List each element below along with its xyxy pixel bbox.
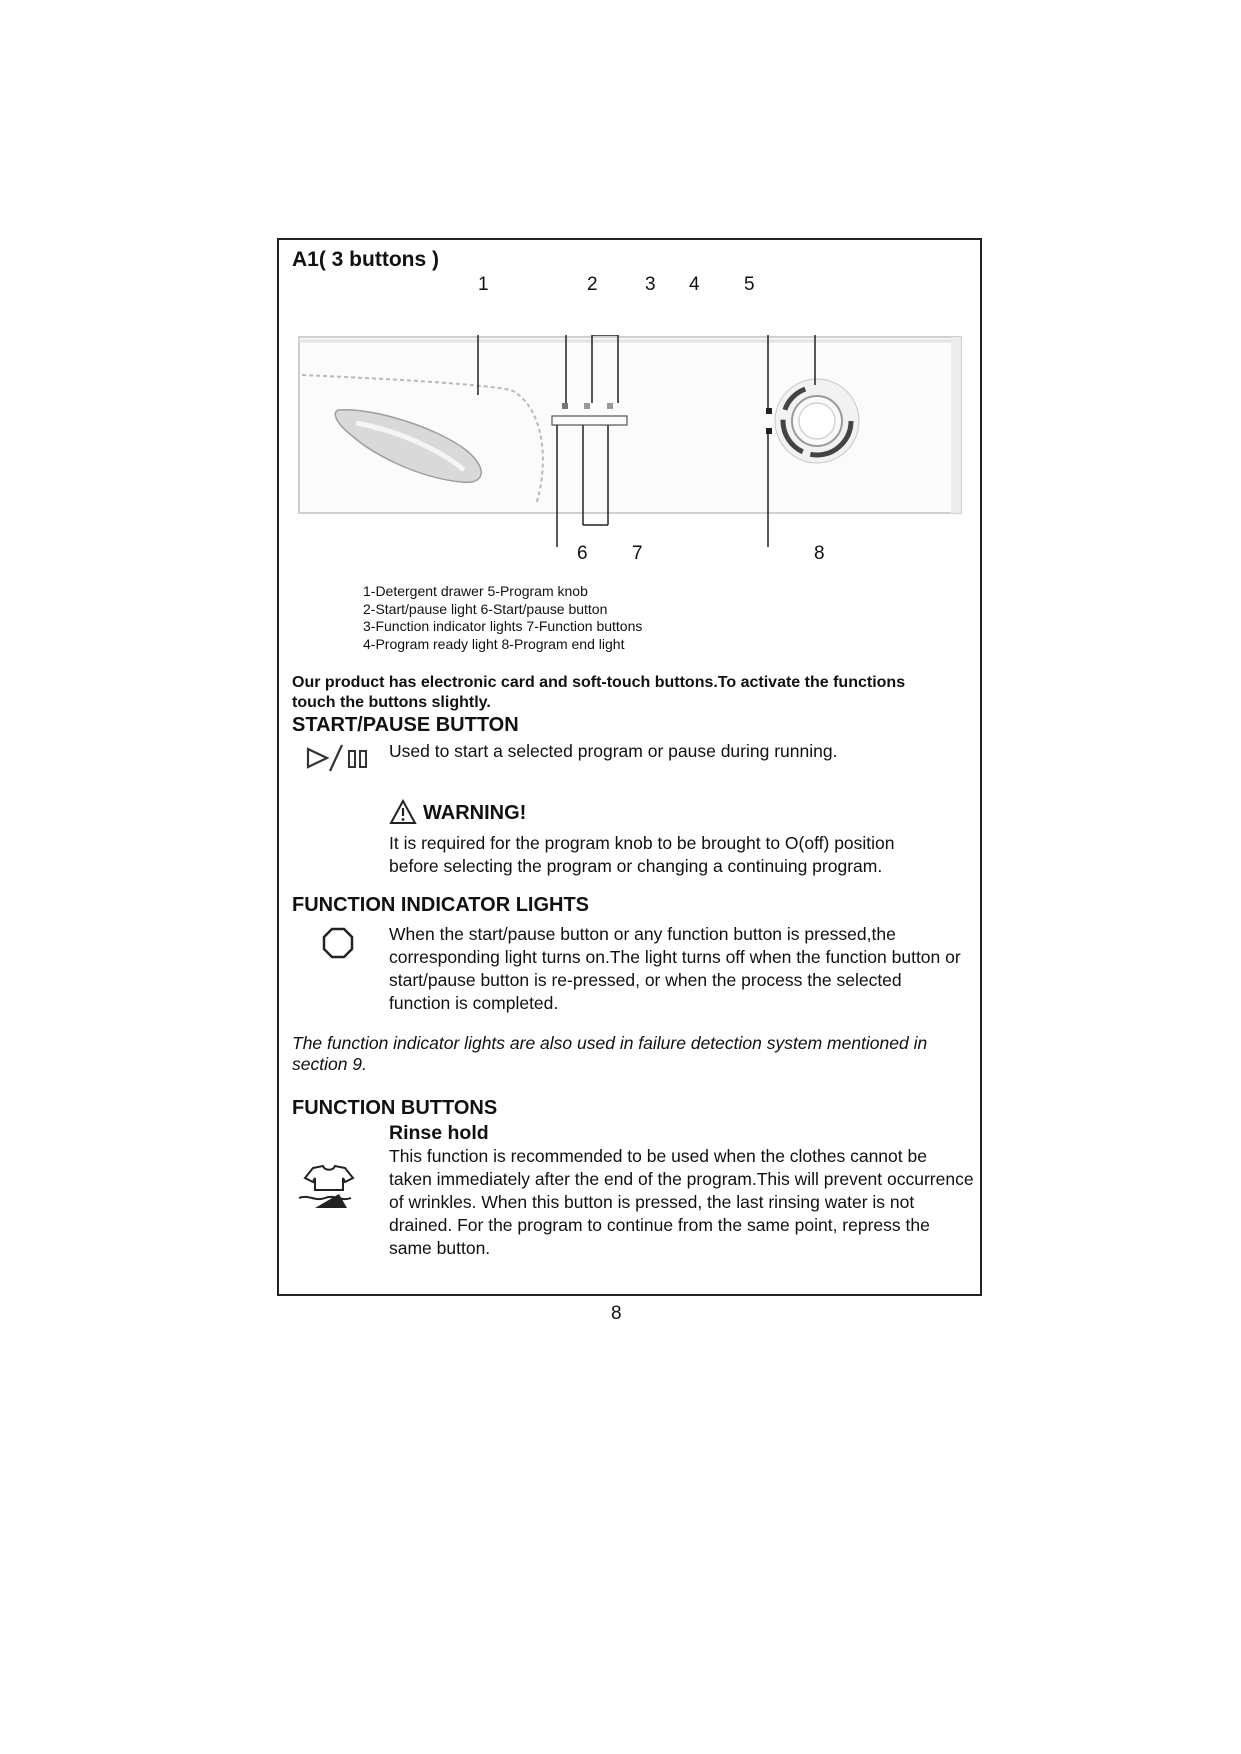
intro-text: Our product has electronic card and soft-touch buttons.To activate the functions touch the buttons slightly.	[292, 674, 906, 711]
legend-line: 1-Detergent drawer 5-Program knob	[363, 583, 588, 599]
start-pause-light	[562, 403, 568, 409]
octagon-icon	[321, 926, 355, 960]
start-pause-heading: START/PAUSE BUTTON	[292, 714, 519, 736]
control-panel-diagram	[296, 335, 966, 555]
function-lights-heading: FUNCTION INDICATOR LIGHTS	[292, 894, 590, 916]
callout-2: 2	[587, 274, 598, 295]
program-end-light	[766, 428, 772, 434]
callout-6: 6	[577, 543, 588, 564]
warning-triangle-icon	[389, 799, 417, 825]
rinse-hold-title: Rinse hold	[389, 1122, 489, 1144]
warning-text: It is required for the program knob to be brought to O(off) position before selecting the program or changing a continuing program.	[389, 833, 895, 876]
start-pause-text: Used to start a selected program or pause during running.	[389, 741, 838, 761]
legend-line: 3-Function indicator lights 7-Function buttons	[363, 618, 643, 634]
program-knob	[775, 379, 859, 463]
section-heading: A1( 3 buttons )	[292, 248, 439, 271]
rinse-hold-text: This function is recommended to be used when the clothes cannot be taken immediately after the end of the program.This will prevent occurrence of wrinkles. When this button is pressed, the last rinsing water is not drained. For the program to continue from the same point, repress the same button.	[389, 1146, 974, 1258]
function-light	[607, 403, 613, 409]
program-ready-light	[766, 408, 772, 414]
play-pause-icon	[305, 743, 373, 773]
function-buttons-heading: FUNCTION BUTTONS	[292, 1097, 498, 1119]
legend-line: 2-Start/pause light 6-Start/pause button	[363, 600, 608, 617]
callout-4: 4	[689, 274, 700, 295]
callout-5: 5	[744, 274, 755, 295]
content-frame	[277, 238, 982, 1296]
diagram-legend	[363, 583, 642, 653]
function-lights-note: The function indicator lights are also used in failure detection system mentioned in section 9.	[292, 1033, 928, 1074]
rinse-hold-icon	[295, 1164, 363, 1214]
warning-title: WARNING!	[423, 802, 527, 824]
callout-1: 1	[478, 274, 489, 295]
legend-line: 4-Program ready light 8-Program end light	[363, 635, 625, 652]
page-number: 8	[611, 1303, 622, 1324]
callout-3: 3	[645, 274, 656, 295]
callout-8: 8	[814, 543, 825, 564]
function-light	[584, 403, 590, 409]
callout-7: 7	[632, 543, 643, 564]
function-lights-text: When the start/pause button or any function button is pressed,the corresponding light turns on.The light turns off when the function button or start/pause button is re-pressed, or when the process the selected function is completed.	[389, 924, 961, 1013]
